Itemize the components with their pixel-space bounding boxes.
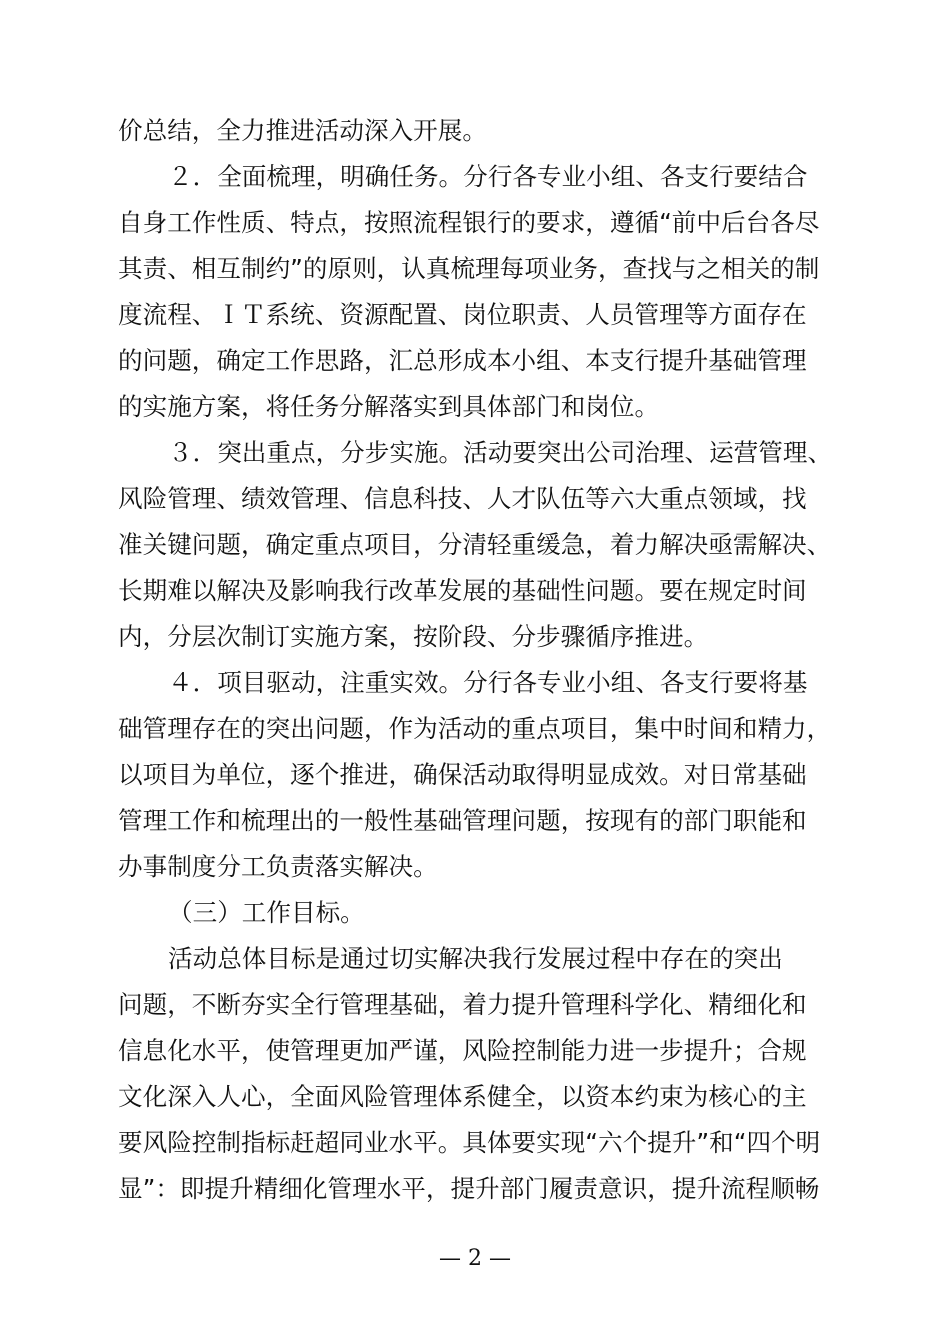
text-line: 问题，不断夯实全行管理基础，着力提升管理科学化、精细化和 bbox=[118, 990, 807, 1019]
text-line: 内，分层次制订实施方案，按阶段、分步骤循序推进。 bbox=[118, 622, 709, 651]
text-line: 自身工作性质、特点，按照流程银行的要求，遵循“前中后台各尽 bbox=[118, 208, 820, 237]
text-line: 显”：即提升精细化管理水平，提升部门履责意识，提升流程顺畅 bbox=[118, 1174, 820, 1203]
text-line: 信息化水平，使管理更加严谨，风险控制能力进一步提升；合规 bbox=[118, 1036, 807, 1065]
text-line: ２．全面梳理，明确任务。分行各专业小组、各支行要结合 bbox=[168, 162, 808, 191]
text-line: 价总结，全力推进活动深入开展。 bbox=[118, 116, 487, 145]
text-line: ３．突出重点，分步实施。活动要突出公司治理、运营管理、 bbox=[168, 438, 833, 467]
text-line: 长期难以解决及影响我行改革发展的基础性问题。要在规定时间 bbox=[118, 576, 807, 605]
text-line: 的实施方案，将任务分解落实到具体部门和岗位。 bbox=[118, 392, 660, 421]
text-line: 度流程、ＩＴ系统、资源配置、岗位职责、人员管理等方面存在 bbox=[118, 300, 807, 329]
text-line: 其责、相互制约”的原则，认真梳理每项业务，查找与之相关的制 bbox=[118, 254, 820, 283]
text-line: 础管理存在的突出问题，作为活动的重点项目，集中时间和精力， bbox=[118, 714, 832, 743]
text-line: 以项目为单位，逐个推进，确保活动取得明显成效。对日常基础 bbox=[118, 760, 807, 789]
text-line: 准关键问题，确定重点项目，分清轻重缓急，着力解决亟需解决、 bbox=[118, 530, 832, 559]
text-line: 风险管理、绩效管理、信息科技、人才队伍等六大重点领域，找 bbox=[118, 484, 807, 513]
text-line: 活动总体目标是通过切实解决我行发展过程中存在的突出 bbox=[168, 944, 783, 973]
section-heading: （三）工作目标。 bbox=[168, 898, 365, 927]
text-line: 要风险控制指标赶超同业水平。具体要实现“六个提升”和“四个明 bbox=[118, 1128, 821, 1157]
text-line: 文化深入人心，全面风险管理体系健全，以资本约束为核心的主 bbox=[118, 1082, 807, 1111]
text-line: 的问题，确定工作思路，汇总形成本小组、本支行提升基础管理 bbox=[118, 346, 807, 375]
page-number: — 2 — bbox=[439, 1246, 511, 1271]
text-line: 办事制度分工负责落实解决。 bbox=[118, 852, 438, 881]
text-line: ４．项目驱动，注重实效。分行各专业小组、各支行要将基 bbox=[168, 668, 808, 697]
text-line: 管理工作和梳理出的一般性基础管理问题，按现有的部门职能和 bbox=[118, 806, 807, 835]
